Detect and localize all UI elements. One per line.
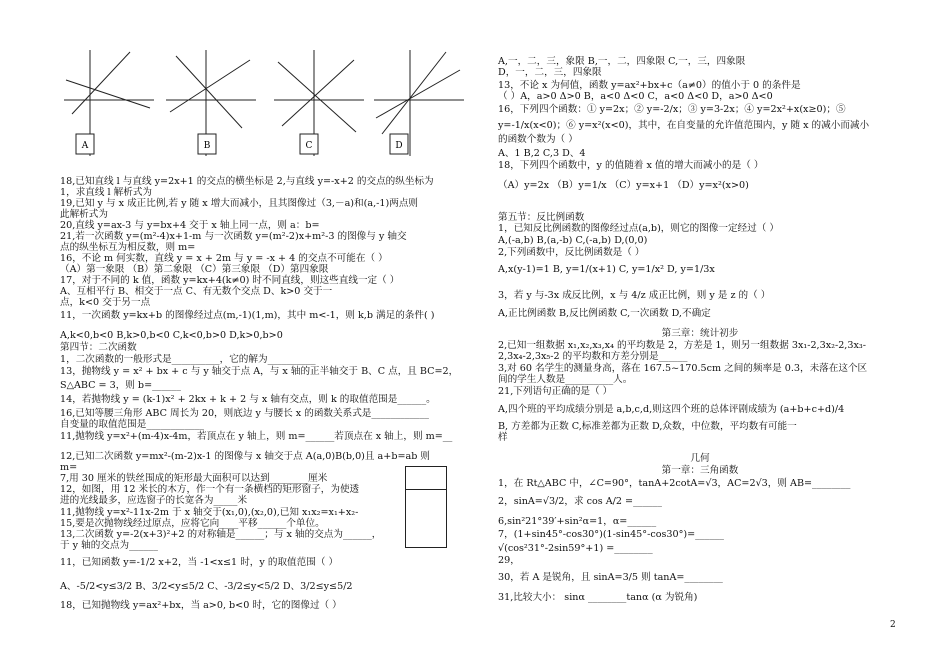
left-line: 于 y 轴的交点为______ xyxy=(60,540,158,551)
right-line: B, 方差都为正数 C,标准差都为正数 D,众数，中位数，平均数有可能一 xyxy=(498,421,797,432)
right-line: 2,已知一组数据 x₁,x₂,x₃,x₄ 的平均数是 2，方差是 1，则另一组数据 3x₁-2,3x₂-2,3x₃- xyxy=(498,340,866,351)
left-line: S△ABC = 3，则 b=______ xyxy=(60,380,181,391)
figure-a-graph xyxy=(60,46,156,158)
left-line: 13，抛物线 y = x² + bx + c 与 y 轴交于点 A，与 x 轴的正半轴交于 B、C 点，且 BC=2， xyxy=(60,366,459,377)
left-line: 此解析式为 xyxy=(60,209,108,220)
left-line: 20,直线 y=ax-3 与 y=bx+4 交于 x 轴上同一点，则 a：b= xyxy=(60,220,320,231)
figure-a-label: A xyxy=(81,141,89,151)
right-line: A、1 B,2 C,3 D、4 xyxy=(498,148,586,159)
right-line: （ ）A，a>0 Δ>0 B，a<0 Δ<0 C，a<0 Δ<0 D，a>0 Δ<0 xyxy=(498,91,773,102)
figure-a xyxy=(60,46,156,158)
section-heading: 第五节：反比例函数 xyxy=(498,212,585,223)
figure-b-label: B xyxy=(203,141,211,151)
left-line: 13,二次函数 y=-2(x+3)²+2 的对称轴是______；与 x 轴的交点为______， xyxy=(60,529,382,540)
figure-d-label: D xyxy=(395,141,403,151)
right-line: A,x(y-1)=1 B, y=1/(x+1) C, y=1/x² D, y=1/3x xyxy=(498,264,715,275)
window-frame-figure xyxy=(405,466,447,548)
left-line: 16，不论 m 何实数，直线 y = x + 2m 与 y = -x + 4 的交点不可能在（ ） xyxy=(60,253,388,264)
left-line: 14，若抛物线 y = (k-1)x² + 2kx + k + 2 与 x 轴有交点，则 k 的取值范围是______。 xyxy=(60,394,436,405)
figure-b xyxy=(162,46,258,158)
right-line: A,(-a,b) B,(a,-b) C,(-a,b) D,(0,0) xyxy=(498,235,648,246)
left-line: 18,已知直线 l 与直线 y=2x+1 的交点的横坐标是 2,与直线 y=-x+2 的交点的纵坐标为 xyxy=(60,176,434,187)
part-heading: 几何 xyxy=(690,453,710,464)
figure-c-label: C xyxy=(305,141,313,151)
graph-figures xyxy=(60,46,470,158)
figure-c-graph xyxy=(270,46,366,158)
right-line: 2，sinA=√3/2，求 cos A/2 =______ xyxy=(498,496,662,507)
left-line: 1，求直线 l 解析式为 xyxy=(60,187,153,198)
left-line: 11，已知函数 y=-1/2 x+2，当 -1<x≤1 时，y 的取值范围（ ） xyxy=(60,557,339,568)
right-line: 1，在 Rt△ABC 中，∠C=90°，tanA+2cotA=√3，AC=2√3，则 AB=________ xyxy=(498,478,851,489)
right-line: 3,对 60 名学生的测量身高，落在 167.5~170.5cm 之间的频率是 0.3，未落在这个区 xyxy=(498,363,868,374)
left-line: 19,已知 y 与 x 成正比例,若 y 随 x 增大而减小，且其图像过（3,－a)和(a,-1)两点则 xyxy=(60,198,419,209)
right-line: 间的学生人数是__________人。 xyxy=(498,374,633,385)
right-line: D，一，二，三，四象限 xyxy=(498,67,602,78)
left-line: 11,抛物线 y=x²-11x-2m 于 x 轴交于(x₁,0),(x₂,0),已知 x₁x₂=x₁+x₂- xyxy=(60,507,359,518)
right-line: 的函数个数为（ ） xyxy=(498,134,578,145)
right-line: 21,下列语句正确的是（ ） xyxy=(498,386,613,397)
right-line: 29， xyxy=(498,555,520,566)
left-line: 18，已知抛物线 y=ax²+bx，当 a>0, b<0 时，它的图像过（ ） xyxy=(60,600,342,611)
left-line: 自变量的取值范围是____________ xyxy=(60,419,204,430)
figure-d-graph xyxy=(370,46,466,158)
left-line: 1，二次函数的一般形式是__________，它的解为__________ xyxy=(60,354,316,365)
right-line: y=-1/x(x<0)；⑥ y=x²(x<0)，其中，在自变量的允许值范围内，y 随 x 的减小而减小 xyxy=(498,120,870,131)
right-line: 3，若 y 与-3x 成反比例，x 与 4/z 成正比例，则 y 是 z 的（ ） xyxy=(498,290,771,301)
right-line: 16，下列四个函数：① y=2x；② y=-2/x；③ y=3-2x；④ y=2x²+x(x≥0)；⑤ xyxy=(498,104,846,115)
left-line: 12,已知二次函数 y=mx²-(m-2)x-1 的图像与 x 轴交于点 A(a,0)B(b,0)且 a+b=ab 则 xyxy=(60,451,431,462)
left-line: A,k<0,b<0 B,k>0,b<0 C,k<0,b>0 D,k>0,b>0 xyxy=(60,330,283,341)
right-line: √(cos²31°-2sin59°+1) =________ xyxy=(498,543,653,554)
right-line: 7，(1+sin45°-cos30°)(1-sin45°-cos30°)=______ xyxy=(498,529,724,540)
left-line: m= xyxy=(60,462,78,473)
left-line: 点，k<0 交于另一点 xyxy=(60,297,151,308)
right-line: A,一，二，三，象限 B,一，二，四象限 C,一，三，四象限 xyxy=(498,56,746,67)
right-line: 6,sin²21°39′+sin²α=1，α=______ xyxy=(498,516,657,527)
left-line: A、互相平行 B、相交于一点 C、有无数个交点 D、k>0 交于一 xyxy=(60,286,333,297)
page-number: 2 xyxy=(890,620,896,630)
right-line: 2,下列函数中，反比例函数是（ ） xyxy=(498,247,645,258)
chapter-heading: 第一章：三角函数 xyxy=(661,465,739,476)
left-line: 12，如图，用 12 米长的木方，作一个有一条横档的矩形窗子，为使透 xyxy=(60,484,360,495)
left-line: 7,用 30 厘米的铁丝围成的矩形最大面积可以达到________厘米 xyxy=(60,473,328,484)
left-line: 17，对于不同的 k 值，函数 y=kx+4(k≠0) 时不同直线，则这些直线一定（ ） xyxy=(60,275,400,286)
right-line: 2,3x₄-2,3x₅-2 的平均数和方差分别是______ xyxy=(498,351,688,362)
section-heading: 第四节：二次函数 xyxy=(60,342,137,353)
figure-b-graph xyxy=(162,46,258,158)
left-line: 16,已知等腰三角形 ABC 周长为 20，则底边 y 与腰长 x 的函数关系式是____________ xyxy=(60,408,429,419)
right-line: 样 xyxy=(498,432,508,443)
left-line: 21,若一次函数 y=(m²-4)x+1-m 与一次函数 y=(m²-2)x+m²-3 的图像与 y 轴交 xyxy=(60,231,407,242)
left-line: 点的纵坐标互为相反数，则 m= xyxy=(60,242,196,253)
figure-c xyxy=(270,46,366,158)
right-line: 31,比较大小： sinα ________tanα (α 为锐角) xyxy=(498,592,698,603)
right-line: 30，若 A 是锐角，且 sinA=3/5 则 tanA=________ xyxy=(498,572,723,583)
right-line: A,四个班的平均成绩分别是 a,b,c,d,则这四个班的总体评剧成绩为 (a+b+c+d)/4 xyxy=(498,404,845,415)
chapter-heading: 第三章：统计初步 xyxy=(661,328,739,339)
left-line: 11，一次函数 y=kx+b 的图像经过点(m,-1)(1,m)，其中 m<-1，则 k,b 满足的条件( ) xyxy=(60,310,435,321)
figure-d xyxy=(370,46,466,158)
left-line: 进的光线最多，应选窗子的长宽各为_____米 xyxy=(60,495,248,506)
right-line: 1，已知反比例函数的图像经过点(a,b)，则它的图像一定经过（ ） xyxy=(498,223,779,234)
left-line: 15,要是次抛物线经过原点，应将它向____平移______个单位。 xyxy=(60,518,325,529)
window-crossbar xyxy=(406,489,446,490)
left-line: A、-5/2<y≤3/2 B、3/2<y≤5/2 C、-3/2≤y<5/2 D、3/2≤y≤5/2 xyxy=(60,581,353,592)
left-line: 11,抛物线 y=x²+(m-4)x-4m，若顶点在 y 轴上，则 m=______若顶点在 x 轴上，则 m=__ xyxy=(60,431,453,442)
right-line: A,正比例函数 B,反比例函数 C,一次函数 D,不确定 xyxy=(498,308,711,319)
right-line: 18，下列四个函数中，y 的值随着 x 值的增大而减小的是（ ） xyxy=(498,160,764,171)
right-line: 13，不论 x 为何值，函数 y=ax²+bx+c（a≠0）的值小于 0 的条件是 xyxy=(498,80,801,91)
left-line: （A）第一象限 （B）第二象限 （C）第三象限 （D）第四象限 xyxy=(60,264,329,275)
right-line: （A）y=2x （B）y=1/x （C）y=x+1 （D）y=x²(x>0) xyxy=(498,180,749,191)
